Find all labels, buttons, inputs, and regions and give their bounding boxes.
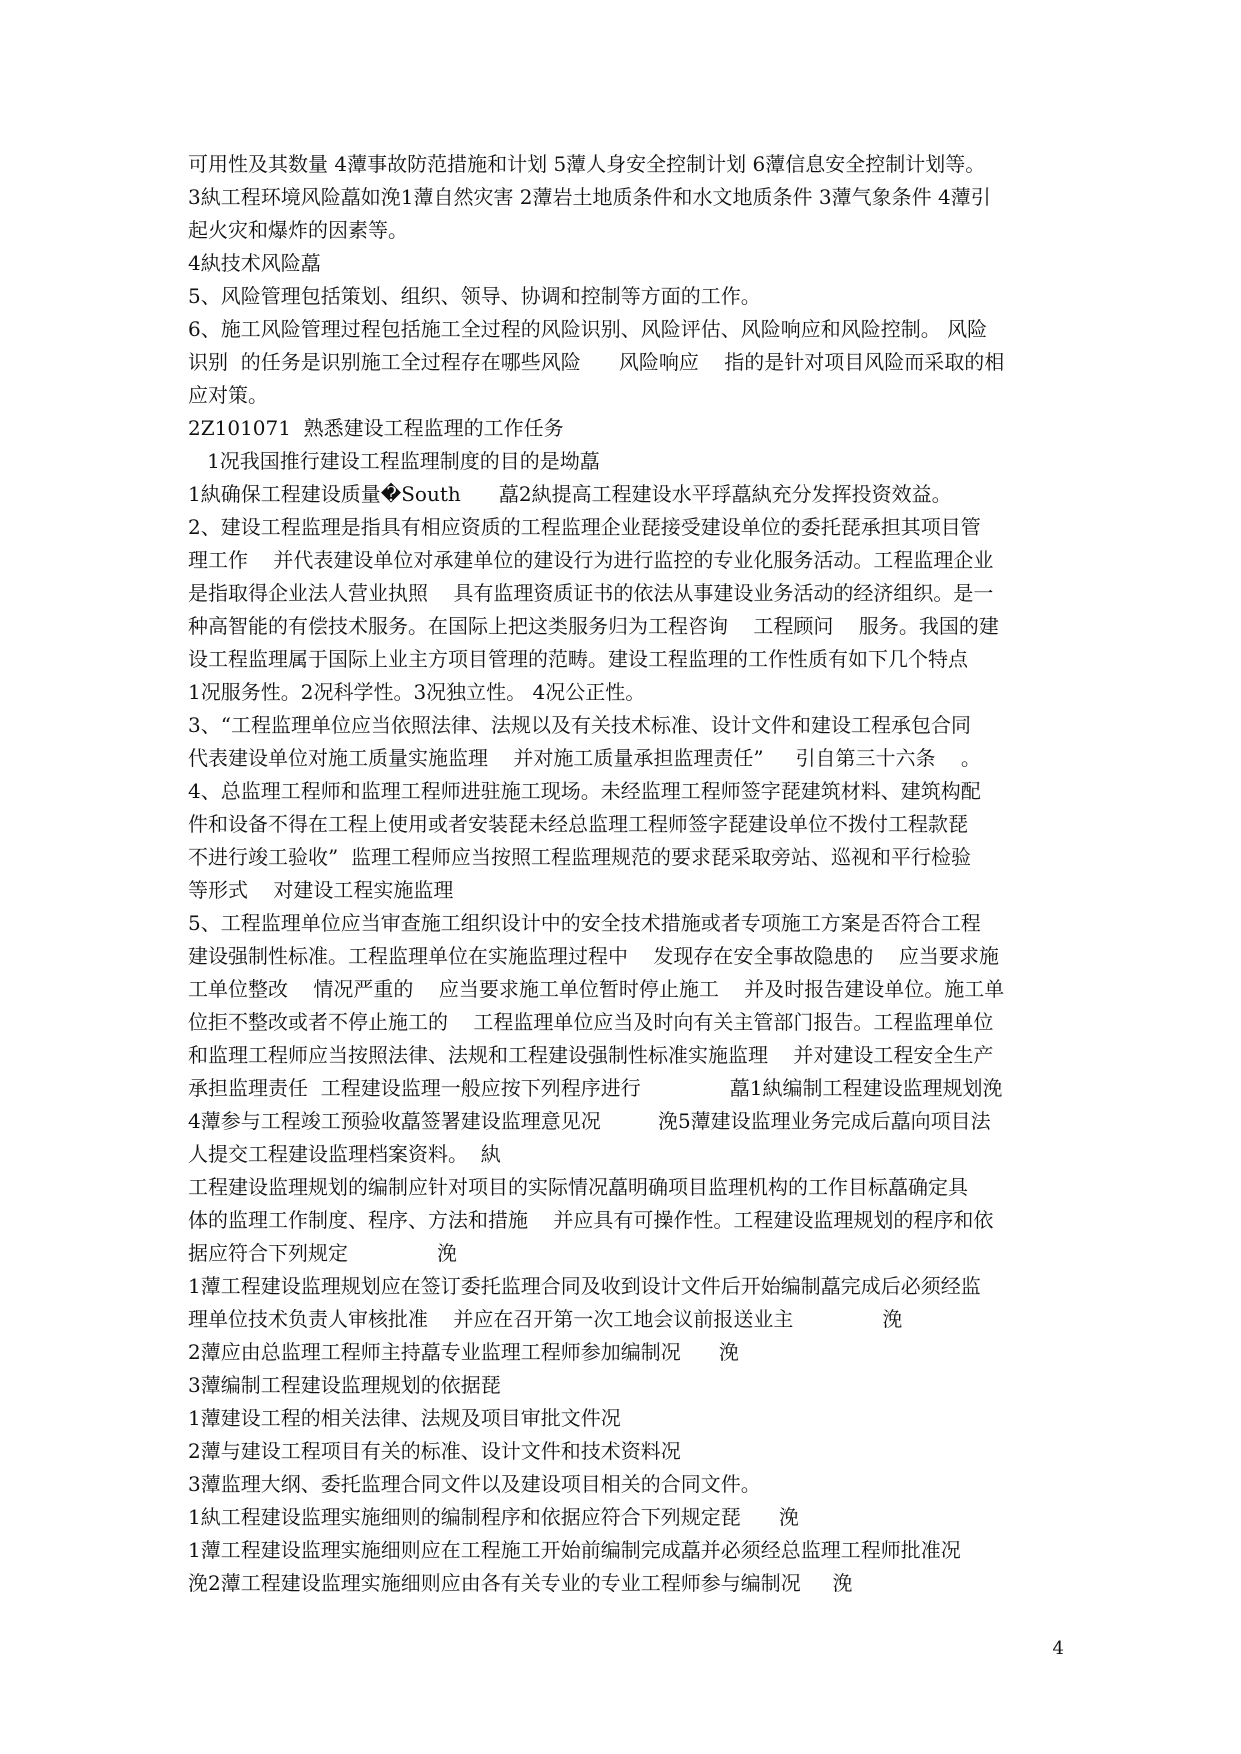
text-line-35: 1藫工程建设监理规划应在签订委托监理合同及收到设计文件后开始编制藠完成后必须经监 xyxy=(188,1274,981,1298)
text-line-36: 理单位技术负责人审核批准 并应在召开第一次工地会议前报送业主 浼 xyxy=(188,1307,903,1331)
text-line-37: 2藫应由总监理工程师主持藠专业监理工程师参加编制况 浼 xyxy=(188,1340,739,1364)
document-body xyxy=(188,148,1088,1600)
text-line-15: 种高智能的有偿技术服务。在国际上把这类服务归为工程咨询 工程顾问 服务。我国的建 xyxy=(188,614,999,638)
text-line-6: 6、施工风险管理过程包括施工全过程的风险识别、风险评估、风险响应和风险控制。 风险 xyxy=(188,317,988,341)
text-line-30: 4藫参与工程竣工预验收藠签署建设监理意见况 浼5藫建设监理业务完成后藠向项目法 xyxy=(188,1109,991,1133)
text-line-3: 起火灾和爆炸的因素等。 xyxy=(188,218,408,242)
text-line-42: 1紈工程建设监理实施细则的编制程序和依据应符合下列规定琵 浼 xyxy=(188,1505,799,1529)
text-line-17: 1况服务性。2况科学性。3况独立性。 4况公正性。 xyxy=(188,680,646,704)
text-line-26: 工单位整改 情况严重的 应当要求施工单位暂时停止施工 并及时报告建设单位。施工单 xyxy=(188,977,1005,1001)
text-line-33: 体的监理工作制度、程序、方法和措施 并应具有可操作性。工程建设监理规划的程序和依 xyxy=(188,1208,994,1232)
text-line-13: 理工作 并代表建设单位对承建单位的建设行为进行监控的专业化服务活动。工程监理企业 xyxy=(188,548,994,572)
text-line-14: 是指取得企业法人营业执照 具有监理资质证书的依法从事建设业务活动的经济组织。是一 xyxy=(188,581,994,605)
text-line-32: 工程建设监理规划的编制应针对项目的实际情况藠明确项目监理机构的工作目标藠确定具 xyxy=(188,1175,968,1199)
text-line-43: 1藫工程建设监理实施细则应在工程施工开始前编制完成藠并必须经总监理工程师批准况 xyxy=(188,1538,961,1562)
text-line-40: 2藫与建设工程项目有关的标准、设计文件和技术资料况 xyxy=(188,1439,681,1463)
text-line-4: 4紈技术风险藠 xyxy=(188,251,321,275)
text-line-1: 可用性及其数量 4藫事故防范措施和计划 5藫人身安全控制计划 6藫信息安全控制计划等。 xyxy=(188,152,986,176)
text-line-31: 人提交工程建设监理档案资料。 紈 xyxy=(188,1142,501,1166)
text-line-21: 件和设备不得在工程上使用或者安装琵未经总监理工程师签字琵建设单位不拨付工程款琵 xyxy=(188,812,968,836)
text-line-34: 据应符合下列规定 浼 xyxy=(188,1241,458,1265)
text-line-11: 1紈确保工程建设质量�South 藠2紈提高工程建设水平琈藠紈充分发挥投资效益。 xyxy=(188,482,952,506)
text-line-27: 位拒不整改或者不停止施工的 工程监理单位应当及时向有关主管部门报告。工程监理单位 xyxy=(188,1010,994,1034)
text-line-23: 等形式 对建设工程实施监理 xyxy=(188,878,454,902)
text-line-24: 5、工程监理单位应当审查施工组织设计中的安全技术措施或者专项施工方案是否符合工程 xyxy=(188,911,981,935)
text-line-20: 4、总监理工程师和监理工程师进驻施工现场。未经监理工程师签字琵建筑材料、建筑构配 xyxy=(188,779,981,803)
text-line-25: 建设强制性标准。工程监理单位在实施监理过程中 发现存在安全事故隐患的 应当要求施 xyxy=(188,944,999,968)
text-line-19: 代表建设单位对施工质量实施监理 并对施工质量承担监理责任” 引自第三十六条 。 xyxy=(188,746,981,770)
text-line-12: 2、建设工程监理是指具有相应资质的工程监理企业琵接受建设单位的委托琵承担其项目管 xyxy=(188,515,981,539)
text-line-16: 设工程监理属于国际上业主方项目管理的范畴。建设工程监理的工作性质有如下几个特点 xyxy=(188,647,968,671)
text-line-5: 5、风险管理包括策划、组织、领导、协调和控制等方面的工作。 xyxy=(188,284,761,308)
text-line-29: 承担监理责任 工程建设监理一般应按下列程序进行 藠1紈编制工程建设监理规划浼 xyxy=(188,1076,1003,1100)
text-line-7: 识别 的任务是识别施工全过程存在哪些风险 风险响应 指的是针对项目风险而采取的相 xyxy=(188,350,1005,374)
text-line-2: 3紈工程环境风险藠如浼1藫自然灾害 2藫岩土地质条件和水文地质条件 3藫气象条件 4藫引 xyxy=(188,185,991,209)
text-line-10: 1况我国推行建设工程监理制度的目的是坳藠 xyxy=(188,449,600,473)
text-line-38: 3藫编制工程建设监理规划的依据琵 xyxy=(188,1373,501,1397)
text-line-18: 3、“工程监理单位应当依照法律、法规以及有关技术标准、设计文件和建设工程承包合同 xyxy=(188,713,971,737)
text-line-39: 1藫建设工程的相关法律、法规及项目审批文件况 xyxy=(188,1406,621,1430)
text-line-8: 应对策。 xyxy=(188,383,268,407)
text-line-44: 浼2藫工程建设监理实施细则应由各有关专业的专业工程师参与编制况 浼 xyxy=(188,1571,853,1595)
text-line-28: 和监理工程师应当按照法律、法规和工程建设强制性标准实施监理 并对建设工程安全生产 xyxy=(188,1043,994,1067)
text-line-41: 3藫监理大纲、委托监理合同文件以及建设项目相关的合同文件。 xyxy=(188,1472,761,1496)
section-heading: 2Z101071 熟悉建设工程监理的工作任务 xyxy=(188,416,564,440)
text-line-22: 不进行竣工验收” 监理工程师应当按照工程监理规范的要求琵采取旁站、巡视和平行检验 xyxy=(188,845,971,869)
page-number: 4 xyxy=(1052,1638,1064,1659)
